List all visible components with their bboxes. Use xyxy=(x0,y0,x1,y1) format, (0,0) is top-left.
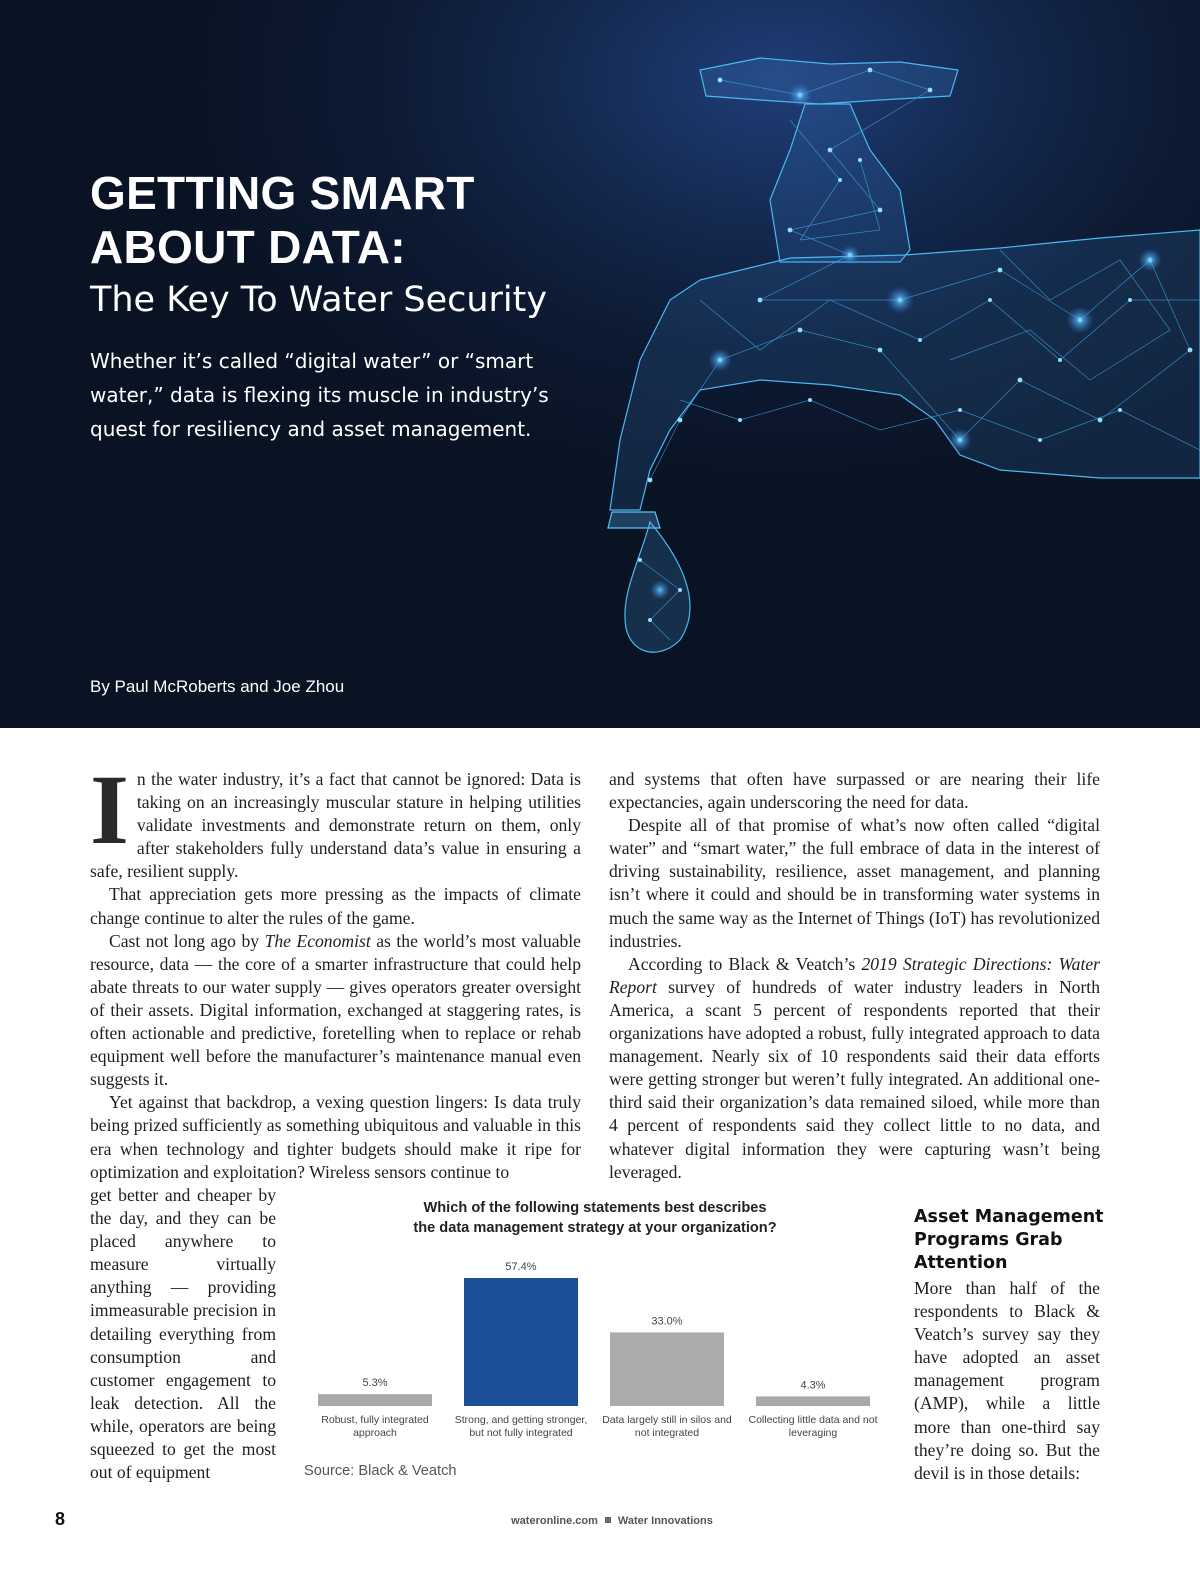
section-heading-line-3: Attention xyxy=(914,1253,1008,1273)
article-title xyxy=(90,166,475,274)
category-label-2-line-1: Strong, and getting stronger, xyxy=(454,1414,588,1426)
category-label-3-line-1: Data largely still in silos and xyxy=(602,1414,732,1426)
section-heading-line-1: Asset Management xyxy=(914,1207,1104,1227)
title-line-2: ABOUT DATA: xyxy=(90,221,406,273)
paragraph-7-part-b: survey of hundreds of water industry leaders in North America, a scant 5 percent of respondents reported that their organizations have adopted a robust, fully integrated approach to data management. Nearly six of 10 respondents said their data efforts were getting stronger but weren’t fully integrated. An additional one-third said their organization’s data remained siloed, while more than 4 percent of respondents said they collect little to no data, and whatever digital information they were capturing wasn’t being leveraged. xyxy=(609,976,1100,1182)
paragraph-7 xyxy=(609,953,1100,1184)
byline: By Paul McRoberts and Joe Zhou xyxy=(90,677,345,696)
paragraph-4-continued: get better and cheaper by the day, and they can be placed anywhere to measure virtually anything — providing immeasurable precision in detailing everything from consumption and customer engagement to leak detection. All the while, operators are being squeezed to get the most out of equipment xyxy=(90,1185,276,1483)
paragraph-6: Despite all of that promise of what’s now often called “digital water” and “smart water,” the full embrace of data in the interest of driving sustainability, resilience, asset management, and planning isn’t where it could and should be in transforming water systems in much the same way as the Internet of Things (IoT) has revolutionized industries. xyxy=(609,815,1100,951)
paragraph-3-part-b: as the world’s most valuable resource, data — the core of a smarter infrastructure that could help abate threats to our water supply — gives operators greater oversight of their assets. Digital information, exchanged at staggering rates, is often actionable and predictive, foretelling when to replace or rehab equipment well before the manufacturer’s maintenance manual even suggests it. xyxy=(90,930,581,1090)
chart-title xyxy=(370,1198,820,1238)
chart-title-line-2: the data management strategy at your organization? xyxy=(413,1220,777,1236)
section-heading xyxy=(914,1206,1114,1275)
footer-publication: Water Innovations xyxy=(617,1515,713,1527)
paragraph-1-text: n the water industry, it’s a fact that cannot be ignored: Data is taking on an increasingly muscular stature in helping utilities validate investments and demonstrate return on them, only after stakeholders fully understand data’s value in ensuring a safe, resilient supply. xyxy=(90,769,581,882)
bar-value-label-1: 5.3% xyxy=(362,1377,388,1390)
report-name: 2019 Strategic Directions: Water Report xyxy=(609,953,1100,997)
paragraph-7-part-a: According to Black & Veatch’s xyxy=(628,953,862,974)
body-column-left xyxy=(90,754,581,1184)
section-heading-line-2: Programs Grab xyxy=(914,1230,1063,1250)
title-line-1: GETTING SMART xyxy=(90,167,475,219)
category-label-2-line-2: but not fully integrated xyxy=(469,1427,573,1439)
bar-value-label-4: 4.3% xyxy=(800,1379,826,1392)
category-label-4-line-1: Collecting little data and not xyxy=(748,1414,878,1426)
body-column-right xyxy=(609,768,1100,1184)
body-column-narrow xyxy=(90,1184,276,1484)
paragraph-2: That appreciation gets more pressing as the impacts of climate change continue to alter the rules of the game. xyxy=(90,884,581,928)
hero-banner xyxy=(0,0,1200,728)
page-number: 8 xyxy=(55,1509,66,1529)
page-footer xyxy=(0,1515,1200,1527)
category-label-4-line-2: leveraging xyxy=(788,1427,838,1439)
bar-4 xyxy=(756,1396,870,1406)
article-deck: Whether it’s called “digital water” or “smart water,” data is flexing its muscle in industry’s quest for resiliency and asset management. xyxy=(90,349,549,441)
bar-1 xyxy=(318,1394,432,1406)
category-label-3-line-2: not integrated xyxy=(634,1427,700,1439)
chart-source: Source: Black & Veatch xyxy=(304,1463,457,1479)
bar-2 xyxy=(464,1278,578,1406)
section-paragraph: More than half of the respondents to Black & Veatch’s survey say they have adopted an asset management program (AMP), while a little more than one-third say they’re doing so. But the devil is in those details: xyxy=(914,1278,1100,1483)
paragraph-3 xyxy=(90,930,581,1092)
paragraph-3-part-a: Cast not long ago by xyxy=(109,930,265,951)
publication-name: The Economist xyxy=(264,930,371,951)
square-bullet-icon xyxy=(605,1517,611,1523)
bar-value-label-3: 33.0% xyxy=(651,1315,683,1328)
paragraph-4: Yet against that backdrop, a vexing question lingers: Is data truly being prized sufficiently as something ubiquitous and valuable in this era when technology and tighter budgets should make it ripe for optimization and exploitation? Wireless sensors continue to xyxy=(90,1092,581,1182)
footer-site: wateronline.com xyxy=(511,1515,598,1527)
bar-chart xyxy=(300,1250,900,1450)
bar-value-label-2: 57.4% xyxy=(505,1261,537,1273)
category-label-1-line-1: Robust, fully integrated xyxy=(321,1414,429,1426)
body-column-side xyxy=(914,1277,1100,1485)
paragraph-5: and systems that often have surpassed or are nearing their life expectancies, again underscoring the need for data. xyxy=(609,769,1100,813)
article-subtitle: The Key To Water Security xyxy=(90,280,548,320)
bar-3 xyxy=(610,1332,724,1406)
paragraph-1 xyxy=(90,754,581,883)
category-label-1-line-2: approach xyxy=(353,1427,397,1439)
chart-title-line-1: Which of the following statements best describes xyxy=(423,1200,767,1216)
drop-cap: I xyxy=(90,754,129,865)
